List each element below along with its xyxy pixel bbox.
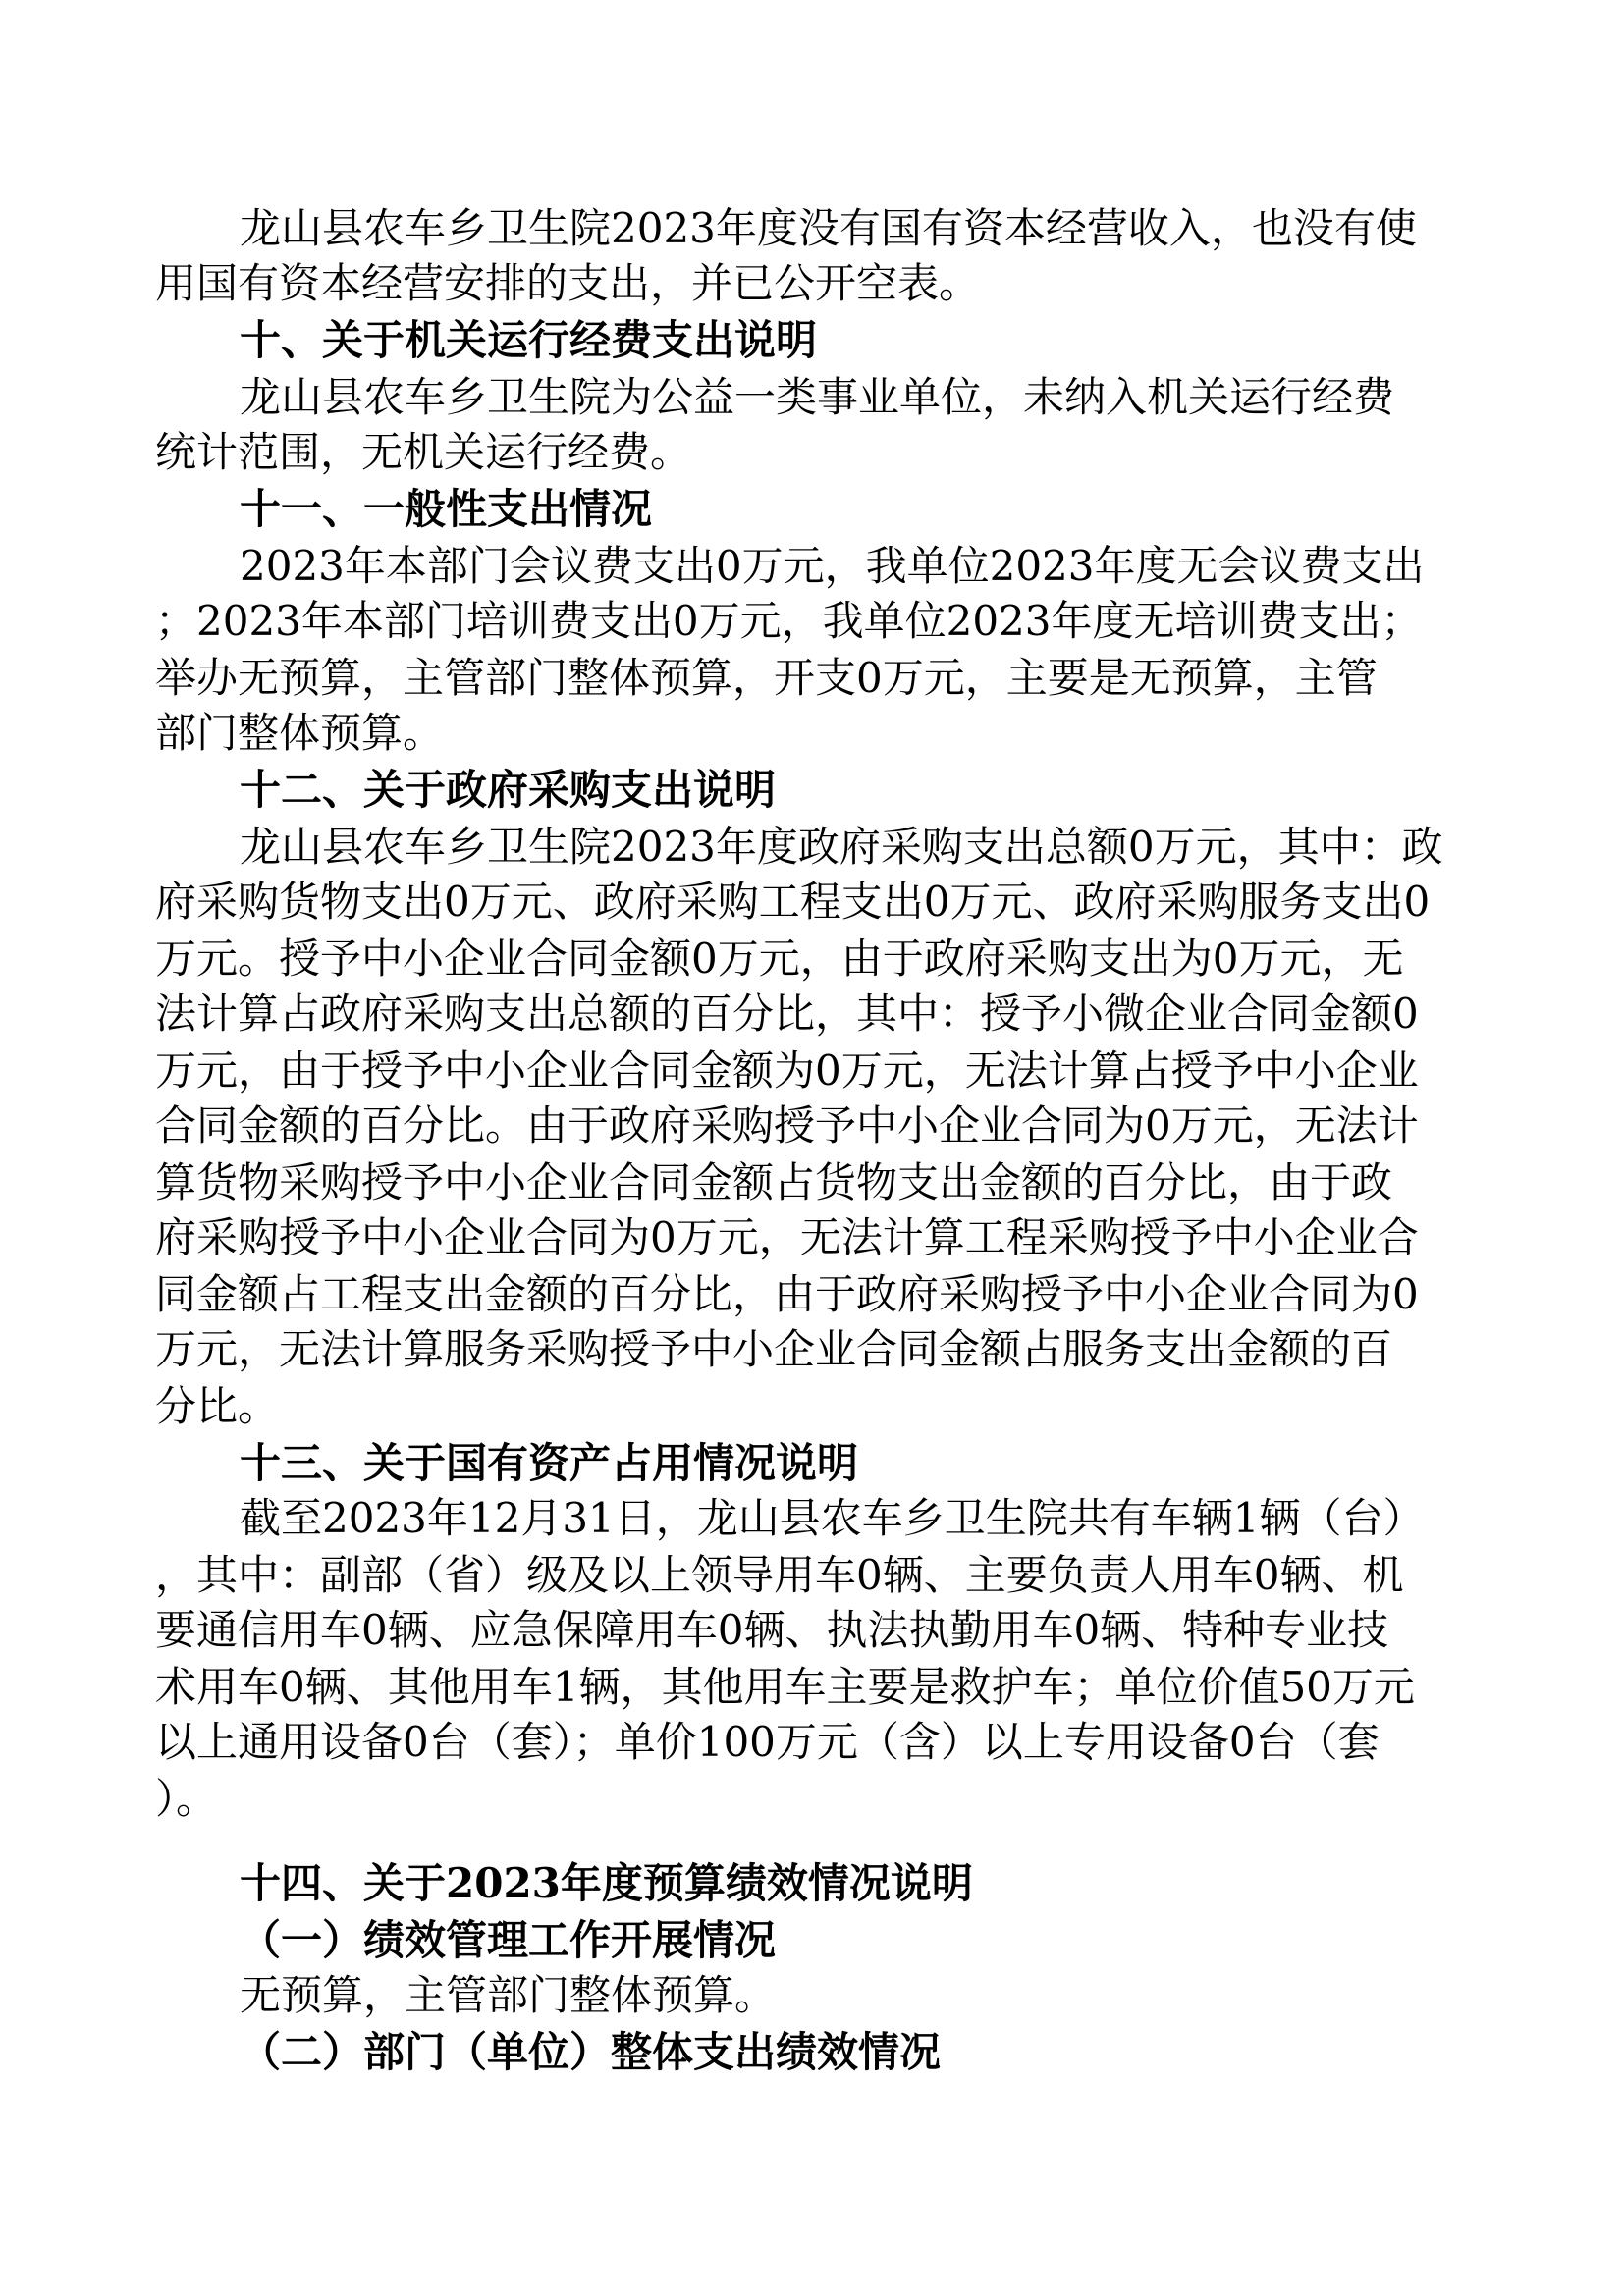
paragraph-line: 算货物采购授予中小企业合同金额占货物支出金额的百分比，由于政 — [155, 1158, 1393, 1206]
paragraph-line: 龙山县农车乡卫生院为公益一类事业单位，未纳入机关运行经费 — [240, 373, 1395, 421]
subsection-heading: （二）部门（单位）整体支出绩效情况 — [240, 2028, 942, 2076]
section-heading: 十、关于机关运行经费支出说明 — [240, 316, 818, 364]
paragraph-line: 万元。授予中小企业合同金额0万元，由于政府采购支出为0万元，无 — [155, 934, 1404, 983]
paragraph-line: 府采购授予中小企业合同为0万元，无法计算工程采购授予中小企业合 — [155, 1213, 1419, 1261]
paragraph-line: ，其中：副部（省）级及以上领导用车0辆、主要负责人用车0辆、机 — [155, 1551, 1404, 1599]
paragraph-line: 截至2023年12月31日，龙山县农车乡卫生院共有车辆1辆（台） — [240, 1494, 1425, 1542]
paragraph-line: 统计范围，无机关运行经费。 — [155, 428, 692, 476]
section-heading: 十二、关于政府采购支出说明 — [240, 766, 777, 814]
paragraph-line: 同金额占工程支出金额的百分比，由于政府采购授予中小企业合同为0 — [155, 1270, 1419, 1318]
paragraph-line: 龙山县农车乡卫生院2023年度政府采购支出总额0万元，其中：政 — [240, 823, 1443, 871]
paragraph-line: 术用车0辆、其他用车1辆，其他用车主要是救护车；单位价值50万元 — [155, 1663, 1415, 1711]
paragraph-line: 2023年本部门会议费支出0万元，我单位2023年度无会议费支出 — [240, 542, 1425, 590]
paragraph-line: 部门整体预算。 — [155, 709, 445, 757]
paragraph-line: ）。 — [155, 1775, 218, 1823]
section-heading: 十四、关于2023年度预算绩效情况说明 — [240, 1859, 973, 1907]
paragraph-line: 万元，无法计算服务采购授予中小企业合同金额占服务支出金额的百 — [155, 1325, 1393, 1373]
paragraph-line: 以上通用设备0台（套）；单价100万元（含）以上专用设备0台（套 — [155, 1718, 1380, 1766]
paragraph-line: 龙山县农车乡卫生院2023年度没有国有资本经营收入，也没有使 — [240, 204, 1417, 252]
paragraph-line: 分比。 — [155, 1382, 280, 1430]
paragraph-line: 法计算占政府采购支出总额的百分比，其中：授予小微企业合同金额0 — [155, 989, 1419, 1038]
paragraph-line: 万元，由于授予中小企业合同金额为0万元，无法计算占授予中小企业 — [155, 1046, 1419, 1095]
subsection-heading: （一）绩效管理工作开展情况 — [240, 1916, 777, 1964]
paragraph-line: 府采购货物支出0万元、政府采购工程支出0万元、政府采购服务支出0 — [155, 878, 1431, 926]
paragraph-line: 举办无预算，主管部门整体预算，开支0万元，主要是无预算，主管 — [155, 654, 1378, 702]
paragraph-line: 用国有资本经营安排的支出，并已公开空表。 — [155, 259, 981, 307]
paragraph-line: 合同金额的百分比。由于政府采购授予中小企业合同为0万元，无法计 — [155, 1101, 1419, 1149]
section-heading: 十三、关于国有资产占用情况说明 — [240, 1439, 859, 1487]
section-heading: 十一、一般性支出情况 — [240, 485, 653, 533]
paragraph-line: 无预算，主管部门整体预算。 — [240, 1971, 777, 2019]
paragraph-line: ；2023年本部门培训费支出0万元，我单位2023年度无培训费支出； — [155, 597, 1423, 645]
paragraph-line: 要通信用车0辆、应急保障用车0辆、执法执勤用车0辆、特种专业技 — [155, 1606, 1389, 1654]
